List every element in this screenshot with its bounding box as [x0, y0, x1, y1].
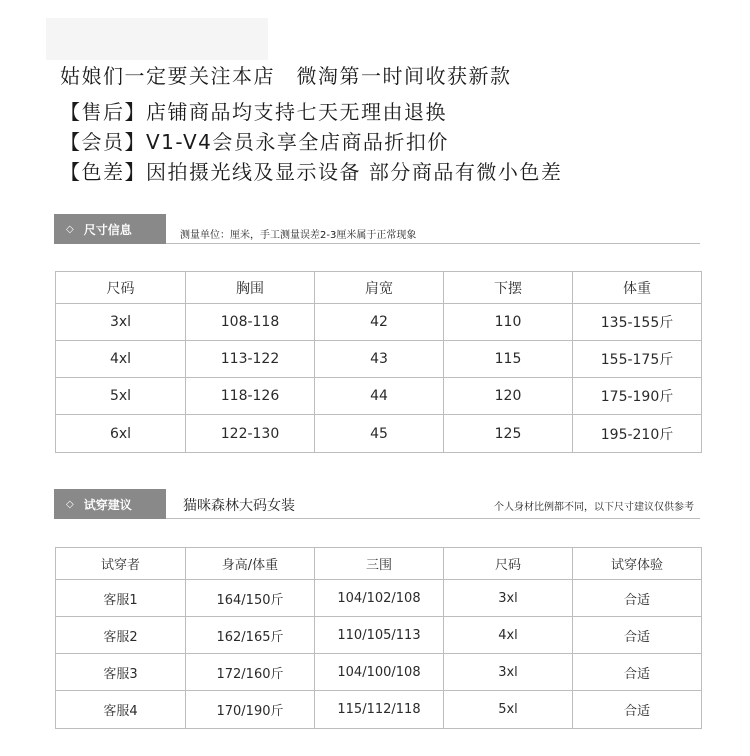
- table-row: [56, 304, 702, 341]
- cell-tester: 客服4: [56, 691, 186, 729]
- fit-disclaimer: 个人身材比例都不同，以下尺寸建议仅供参考: [494, 502, 694, 513]
- cell-tester: 客服1: [56, 580, 186, 617]
- fit-suggestion-tag: [54, 489, 166, 519]
- table-row: [56, 415, 702, 453]
- cell-height-weight: 162/165斤: [186, 617, 315, 654]
- size-info-label: 尺寸信息: [83, 222, 132, 237]
- cell-shoulder: 45: [315, 415, 444, 453]
- table-row: [56, 617, 702, 654]
- size-table: [55, 271, 702, 453]
- size-info-header: [54, 214, 700, 244]
- cell-hem: 115: [444, 341, 573, 378]
- table-row: [56, 691, 702, 729]
- cell-size: 6xl: [56, 415, 186, 453]
- header-size: 尺码: [444, 548, 573, 580]
- cell-size: 5xl: [56, 378, 186, 415]
- section-divider: [166, 243, 700, 244]
- cell-fit-experience: 合适: [573, 580, 702, 617]
- fit-table: [55, 547, 702, 729]
- table-header-row: [56, 272, 702, 304]
- cell-size: 3xl: [444, 654, 573, 691]
- member-notice: 【会员】V1-V4会员永享全店商品折扣价: [60, 130, 449, 154]
- header-hem: 下摆: [444, 272, 573, 304]
- cell-size: 5xl: [444, 691, 573, 729]
- diamond-icon: ◇: [66, 223, 74, 235]
- cell-hem: 110: [444, 304, 573, 341]
- cell-measurements: 104/102/108: [315, 580, 444, 617]
- cell-shoulder: 43: [315, 341, 444, 378]
- cell-measurements: 115/112/118: [315, 691, 444, 729]
- header-size: 尺码: [56, 272, 186, 304]
- faded-banner-box: [46, 18, 268, 60]
- after-sales-notice: 【售后】店铺商品均支持七天无理由退换: [60, 100, 447, 124]
- cell-fit-experience: 合适: [573, 617, 702, 654]
- diamond-icon: ◇: [66, 498, 74, 510]
- color-difference-notice: 【色差】因拍摄光线及显示设备 部分商品有微小色差: [60, 160, 563, 184]
- follow-shop-notice: 姑娘们一定要关注本店 微淘第一时间收获新款: [60, 64, 512, 88]
- header-tester: 试穿者: [56, 548, 186, 580]
- cell-hem: 120: [444, 378, 573, 415]
- table-row: [56, 654, 702, 691]
- cell-tester: 客服2: [56, 617, 186, 654]
- cell-size: 4xl: [444, 617, 573, 654]
- table-row: [56, 580, 702, 617]
- table-header-row: [56, 548, 702, 580]
- cell-shoulder: 44: [315, 378, 444, 415]
- header-measurements: 三围: [315, 548, 444, 580]
- cell-shoulder: 42: [315, 304, 444, 341]
- cell-hem: 125: [444, 415, 573, 453]
- cell-bust: 108-118: [186, 304, 315, 341]
- fit-suggestion-label: 试穿建议: [83, 497, 132, 512]
- cell-measurements: 110/105/113: [315, 617, 444, 654]
- cell-height-weight: 172/160斤: [186, 654, 315, 691]
- cell-height-weight: 170/190斤: [186, 691, 315, 729]
- header-shoulder: 肩宽: [315, 272, 444, 304]
- measurement-note: 测量单位：厘米，手工测量误差2-3厘米属于正常现象: [180, 230, 417, 241]
- cell-weight: 155-175斤: [573, 341, 702, 378]
- table-row: [56, 341, 702, 378]
- cell-size: 3xl: [444, 580, 573, 617]
- cell-bust: 118-126: [186, 378, 315, 415]
- brand-name: 猫咪森林大码女装: [183, 498, 295, 514]
- cell-fit-experience: 合适: [573, 691, 702, 729]
- cell-size: 4xl: [56, 341, 186, 378]
- cell-bust: 122-130: [186, 415, 315, 453]
- cell-weight: 135-155斤: [573, 304, 702, 341]
- cell-fit-experience: 合适: [573, 654, 702, 691]
- cell-tester: 客服3: [56, 654, 186, 691]
- header-weight: 体重: [573, 272, 702, 304]
- section-divider: [166, 518, 700, 519]
- cell-size: 3xl: [56, 304, 186, 341]
- header-height-weight: 身高/体重: [186, 548, 315, 580]
- fit-suggestion-header: [54, 489, 700, 519]
- header-fit-experience: 试穿体验: [573, 548, 702, 580]
- cell-height-weight: 164/150斤: [186, 580, 315, 617]
- header-bust: 胸围: [186, 272, 315, 304]
- cell-measurements: 104/100/108: [315, 654, 444, 691]
- table-row: [56, 378, 702, 415]
- cell-weight: 175-190斤: [573, 378, 702, 415]
- size-info-tag: [54, 214, 166, 244]
- cell-bust: 113-122: [186, 341, 315, 378]
- cell-weight: 195-210斤: [573, 415, 702, 453]
